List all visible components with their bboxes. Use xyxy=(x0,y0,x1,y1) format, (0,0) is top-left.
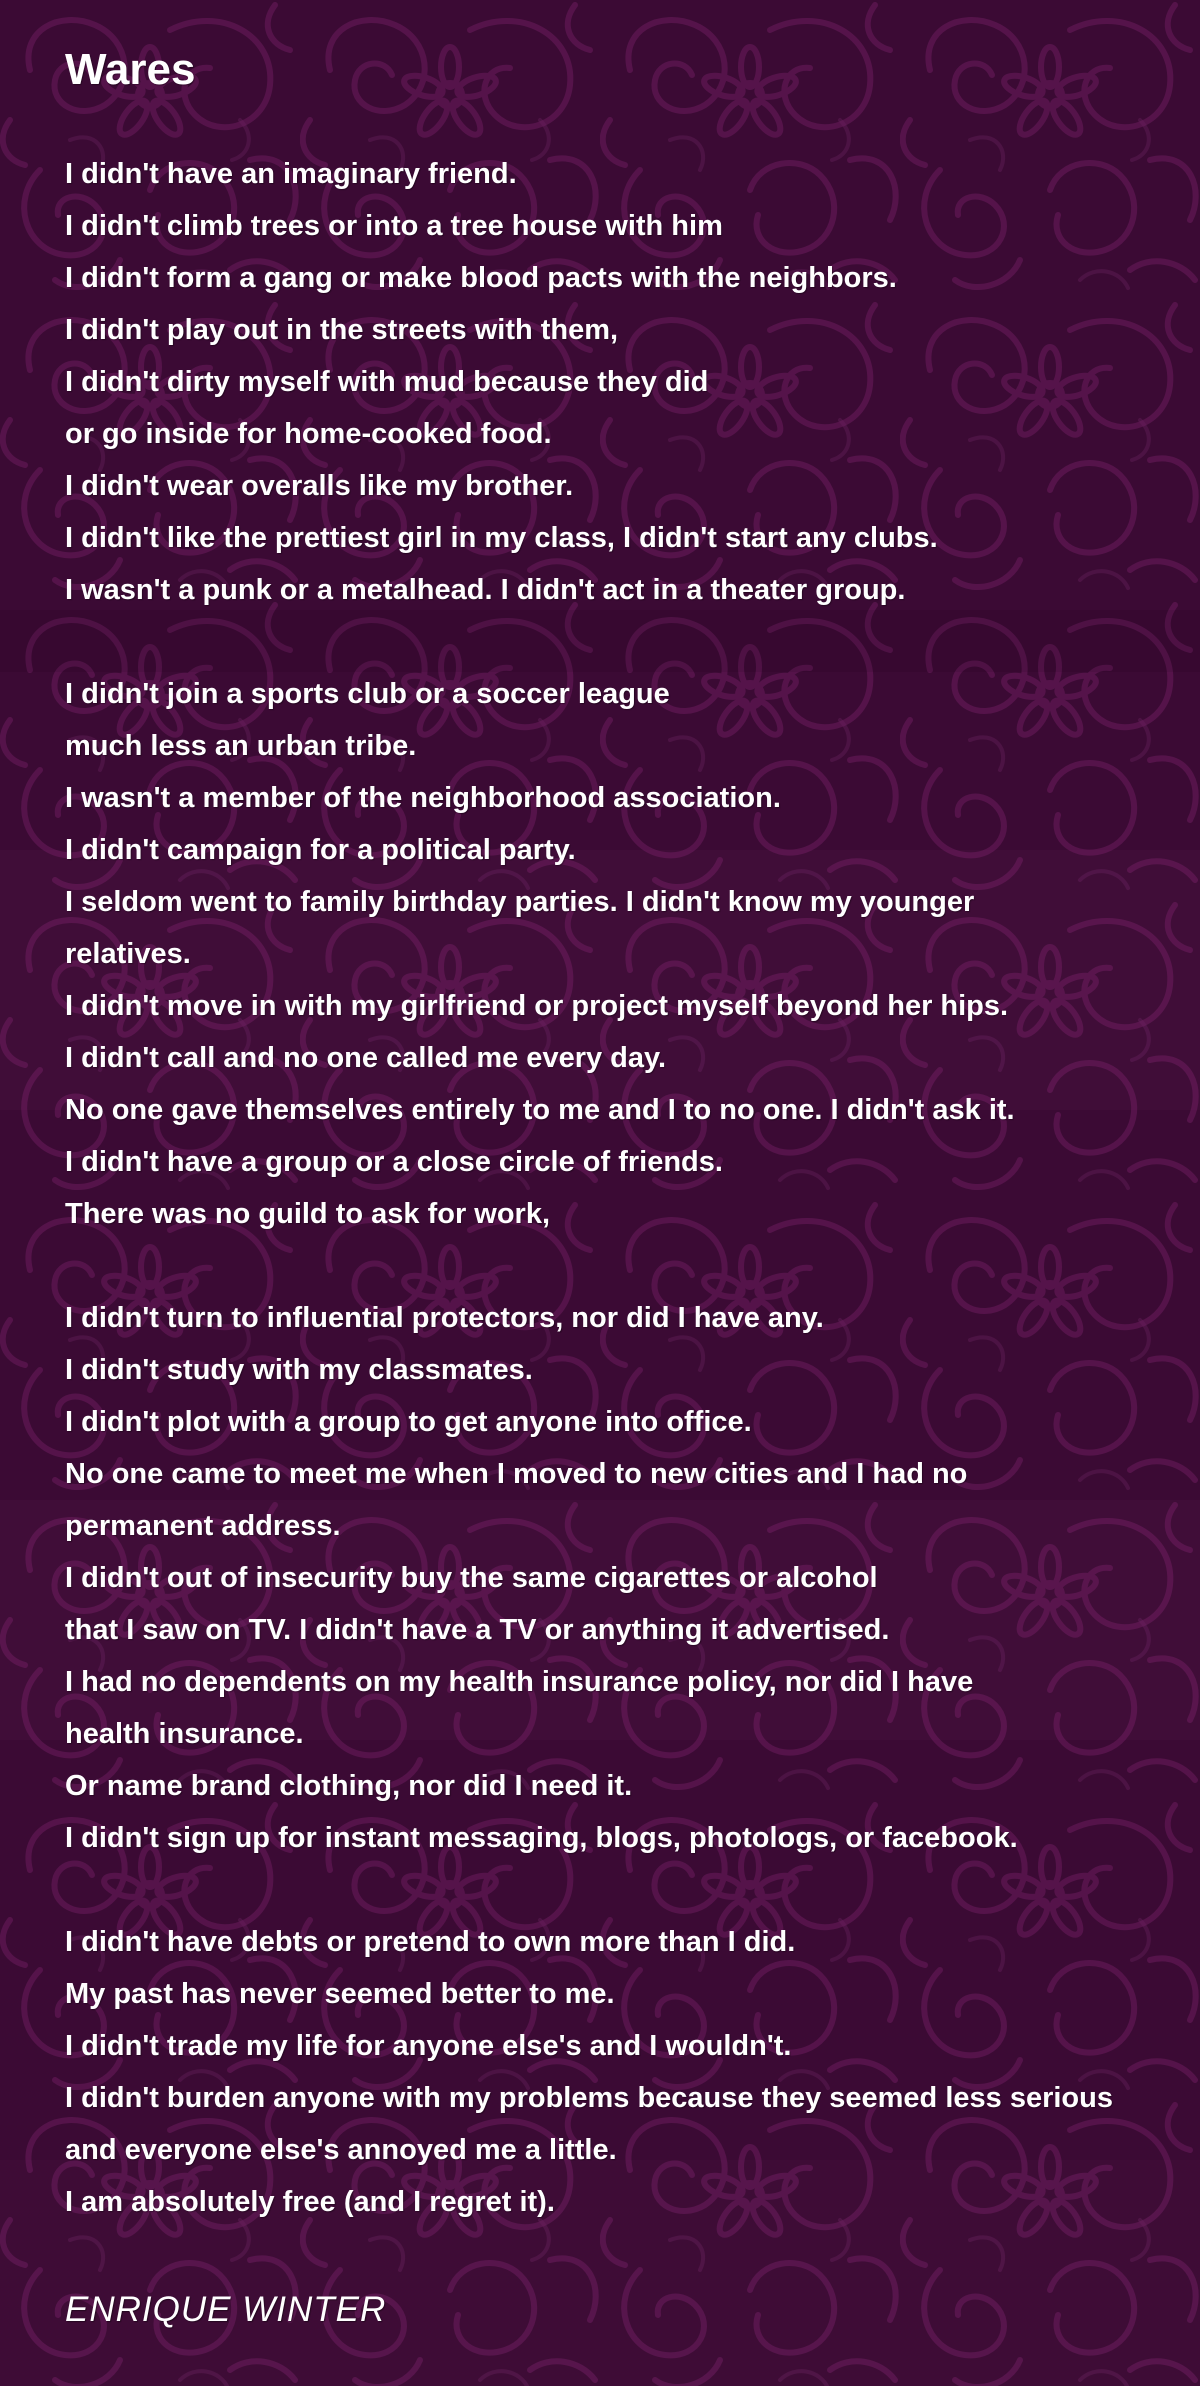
poem-line: I didn't plot with a group to get anyone into office. xyxy=(65,1405,752,1438)
poem-line: I didn't have a group or a close circle of friends. xyxy=(65,1145,723,1178)
poem-line: much less an urban tribe. xyxy=(65,729,417,762)
poem xyxy=(65,148,1200,2228)
poem-line: I didn't trade my life for anyone else's and I wouldn't. xyxy=(65,2029,792,2062)
poem-line: There was no guild to ask for work, xyxy=(65,1197,551,1230)
poem-line: I wasn't a punk or a metalhead. I didn't act in a theater group. xyxy=(65,573,906,606)
poem-line: and everyone else's annoyed me a little. xyxy=(65,2133,617,2166)
poem-line: I didn't have debts or pretend to own more than I did. xyxy=(65,1925,796,1958)
poem-line: I didn't join a sports club or a soccer league xyxy=(65,677,670,710)
poem-line: No one came to meet me when I moved to new cities and I had no xyxy=(65,1457,968,1490)
poem-line: I seldom went to family birthday parties. I didn't know my younger xyxy=(65,885,975,918)
poem-line: I didn't burden anyone with my problems because they seemed less serious xyxy=(65,2081,1113,2114)
stanza xyxy=(65,1916,1200,2228)
poem-line: or go inside for home-cooked food. xyxy=(65,417,552,450)
poem-line: I didn't have an imaginary friend. xyxy=(65,157,517,190)
stanza xyxy=(65,148,1200,616)
poem-line: I didn't out of insecurity buy the same cigarettes or alcohol xyxy=(65,1561,878,1594)
poem-line: I didn't play out in the streets with them, xyxy=(65,313,619,346)
poem-line: relatives. xyxy=(65,937,191,970)
poem-line: I didn't move in with my girlfriend or project myself beyond her hips. xyxy=(65,989,1009,1022)
poem-line: I had no dependents on my health insurance policy, nor did I have xyxy=(65,1665,974,1698)
poem-line: I didn't campaign for a political party. xyxy=(65,833,576,866)
poem-line: health insurance. xyxy=(65,1717,304,1750)
poem-line: I didn't call and no one called me every day. xyxy=(65,1041,667,1074)
poem-line: I didn't study with my classmates. xyxy=(65,1353,533,1386)
poem-line: I wasn't a member of the neighborhood association. xyxy=(65,781,781,814)
page-title: Wares xyxy=(65,45,196,94)
poem-line: permanent address. xyxy=(65,1509,341,1542)
poem-line: Or name brand clothing, nor did I need it. xyxy=(65,1769,633,1802)
poem-line: No one gave themselves entirely to me and I to no one. I didn't ask it. xyxy=(65,1093,1015,1126)
poem-line: that I saw on TV. I didn't have a TV or anything it advertised. xyxy=(65,1613,890,1646)
poem-line: I didn't dirty myself with mud because they did xyxy=(65,365,709,398)
poem-line: I didn't turn to influential protectors, nor did I have any. xyxy=(65,1301,824,1334)
poem-line: I didn't climb trees or into a tree house with him xyxy=(65,209,723,242)
poem-line: I am absolutely free (and I regret it). xyxy=(65,2185,555,2218)
author-name: ENRIQUE WINTER xyxy=(65,2289,387,2329)
stanza xyxy=(65,1292,1200,1864)
poem-line: I didn't like the prettiest girl in my class, I didn't start any clubs. xyxy=(65,521,938,554)
poem-line: My past has never seemed better to me. xyxy=(65,1977,615,2010)
stanza xyxy=(65,668,1200,1240)
poem-line: I didn't wear overalls like my brother. xyxy=(65,469,574,502)
poem-line: I didn't form a gang or make blood pacts with the neighbors. xyxy=(65,261,897,294)
poem-line: I didn't sign up for instant messaging, blogs, photologs, or facebook. xyxy=(65,1821,1018,1854)
